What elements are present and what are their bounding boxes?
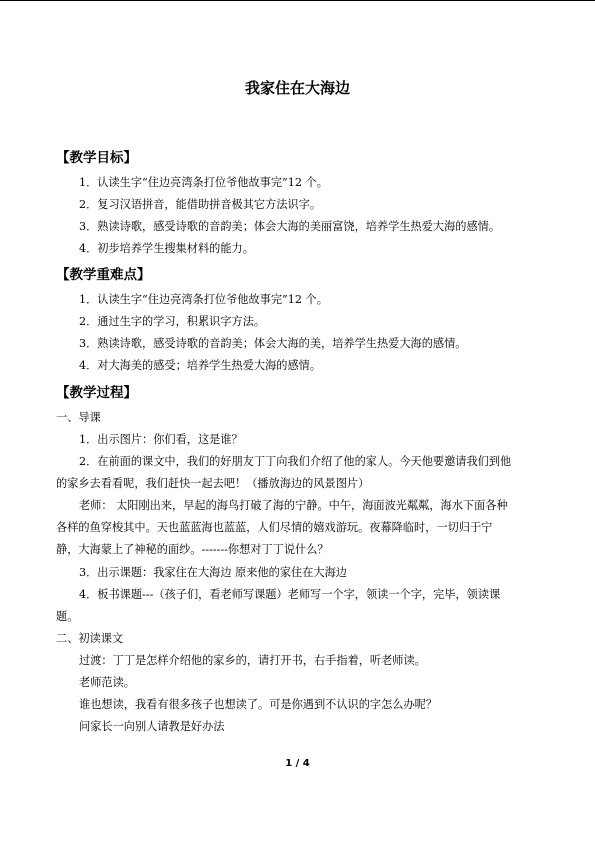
goal-item: 1．认读生字“住边亮湾条打位爷他故事完”12 个。	[79, 176, 328, 189]
process-line: 问家长一向别人请教是好办法	[79, 720, 225, 733]
process-subheading: 二、初读课文	[56, 632, 124, 645]
process-line: 4．板书课题---（孩子们，看老师写课题）老师写一个字，领读一个字，完毕，领读课	[79, 588, 501, 601]
process-subheading: 一、导课	[56, 411, 101, 424]
process-line: 题。	[56, 610, 79, 623]
process-line: 谁也想读，我看有很多孩子也想读了。可是你遇到不认识的字怎么办呢？	[79, 698, 438, 711]
process-line: 1．出示图片：你们看，这是谁？	[79, 433, 243, 446]
goal-item: 3．熟读诗歌，感受诗歌的音韵美；体会大海的美丽富饶，培养学生热爱大海的感情。	[79, 220, 501, 233]
section-heading-goals: 【教学目标】	[56, 150, 137, 166]
process-line: 老师： 太阳刚出来，早起的海鸟打破了海的宁静。中午，海面波光粼粼，海水下面各种	[79, 499, 508, 512]
goal-item: 4．初步培养学生搜集材料的能力。	[79, 242, 254, 255]
goal-item: 2．复习汉语拼音，能借助拼音极其它方法识字。	[79, 198, 322, 211]
process-line: 静，大海蒙上了神秘的面纱。-------你想对丁丁说什么？	[56, 543, 329, 556]
process-line: 3．出示课题：我家住在大海边 原来他的家住在大海边	[79, 566, 347, 579]
section-heading-key-points: 【教学重难点】	[56, 267, 151, 283]
process-line: 的家乡去看看呢，我们赶快一起去吧！（播放海边的风景图片）	[56, 477, 370, 490]
page-number: 1 / 4	[285, 758, 310, 769]
key-point-item: 2．通过生字的学习，积累识字方法。	[79, 315, 266, 328]
page-title: 我家住在大海边	[244, 79, 350, 97]
header-rule	[0, 0, 595, 1]
key-point-item: 1．认读生字“住边亮湾条打位爷他故事完”12 个。	[79, 293, 328, 306]
key-point-item: 3．熟读诗歌，感受诗歌的音韵美；体会大海的美，培养学生热爱大海的感情。	[79, 337, 467, 350]
process-line: 老师范读。	[79, 676, 135, 689]
key-point-item: 4．对大海美的感受；培养学生热爱大海的感情。	[79, 359, 322, 372]
process-line: 2．在前面的课文中，我们的好朋友丁丁向我们介绍了他的家人。今天他要邀请我们到他	[79, 455, 512, 468]
process-line: 各样的鱼穿梭其中。天也蓝蓝海也蓝蓝，人们尽情的嬉戏游玩。夜幕降临时，一切归于宁	[56, 521, 493, 534]
process-line: 过渡：丁丁是怎样介绍他的家乡的，请打开书，右手指着，听老师读。	[79, 654, 426, 667]
section-heading-process: 【教学过程】	[56, 385, 137, 401]
